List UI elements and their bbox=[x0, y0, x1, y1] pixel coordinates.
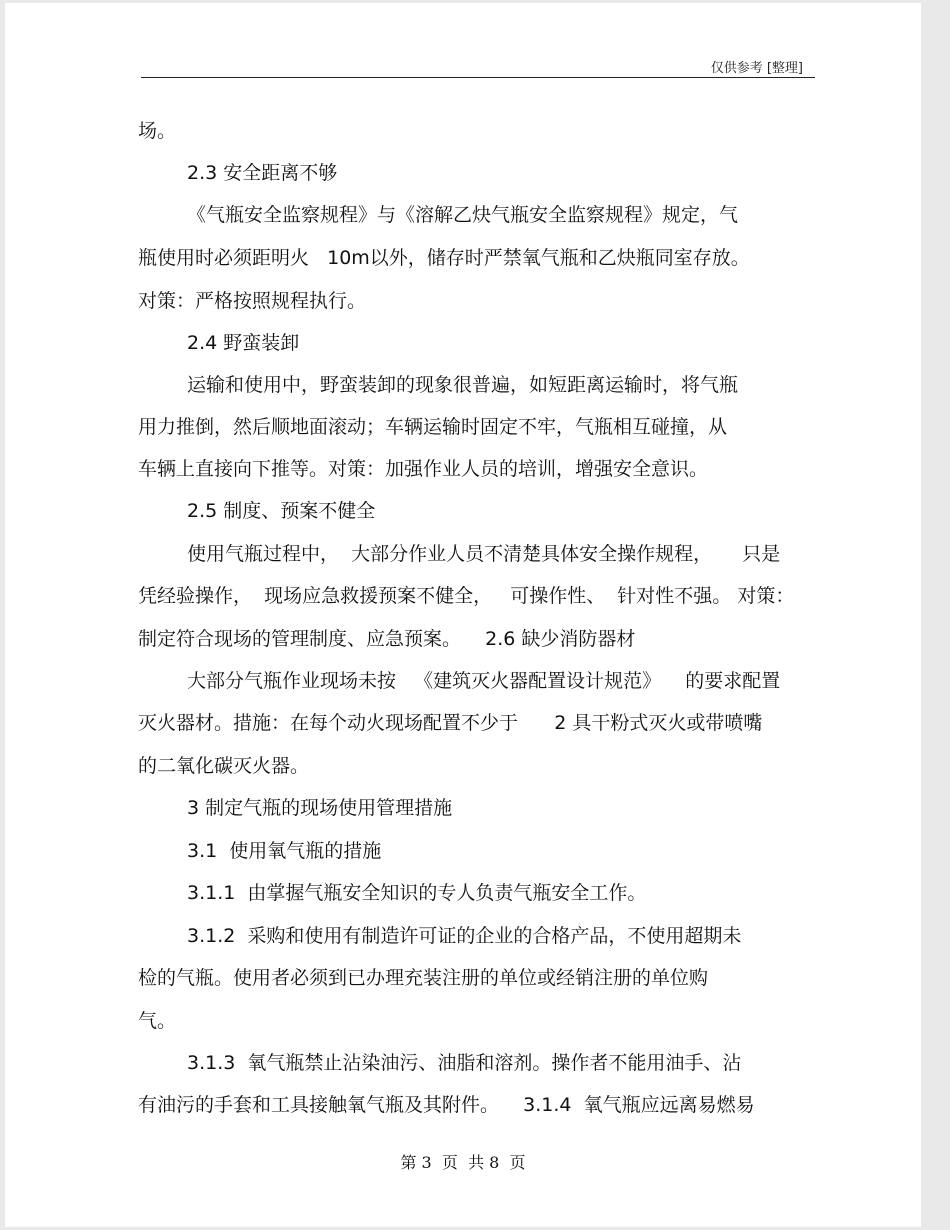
text-line: 的二氧化碳灭火器。 bbox=[138, 755, 310, 777]
section-heading: 2.4 野蛮装卸 bbox=[187, 332, 300, 354]
section-heading: 2.5 制度、预案不健全 bbox=[187, 500, 376, 522]
document-page bbox=[5, 3, 921, 1227]
text-line: 瓶使用时必须距明火 10m以外，储存时严禁氧气瓶和乙炔瓶同室存放。 bbox=[138, 247, 750, 269]
section-heading: 2.3 安全距离不够 bbox=[187, 162, 338, 184]
text-line: 气。 bbox=[138, 1010, 177, 1032]
text-line: 使用气瓶过程中， 大部分作业人员不清楚具体安全操作规程， 只是 bbox=[187, 543, 781, 565]
section-heading: 3.1 使用氧气瓶的措施 bbox=[187, 840, 382, 862]
page-header: 仅供参考 [整理] bbox=[710, 61, 803, 76]
text-line: 有油污的手套和工具接触氧气瓶及其附件。 3.1.4 氧气瓶应远离易燃易 bbox=[138, 1094, 755, 1116]
text-line: 3.1.1 由掌握气瓶安全知识的专人负责气瓶安全工作。 bbox=[187, 882, 647, 904]
header-rule bbox=[141, 77, 815, 78]
text-line: 制定符合现场的管理制度、应急预案。 2.6 缺少消防器材 bbox=[138, 628, 636, 650]
text-line: 检的气瓶。使用者必须到已办理充装注册的单位或经销注册的单位购 bbox=[138, 967, 709, 989]
text-line: 对策：严格按照规程执行。 bbox=[138, 290, 367, 312]
text-line: 3.1.3 氧气瓶禁止沾染油污、油脂和溶剂。操作者不能用油手、沾 bbox=[187, 1052, 742, 1074]
text-line: 凭经验操作， 现场应急救援预案不健全， 可操作性、 针对性不强。 对策： bbox=[138, 585, 795, 607]
text-line: 3.1.2 采购和使用有制造许可证的企业的合格产品，不使用超期未 bbox=[187, 925, 742, 947]
text-line: 灭火器材。措施：在每个动火现场配置不少于 2 具干粉式灭火或带喷嘴 bbox=[138, 712, 763, 734]
text-line: 场。 bbox=[138, 120, 177, 142]
page-footer: 第 3 页 共 8 页 bbox=[400, 1153, 526, 1172]
text-line: 用力推倒，然后顺地面滚动；车辆运输时固定不牢，气瓶相互碰撞，从 bbox=[138, 416, 728, 438]
text-line: 车辆上直接向下推等。对策：加强作业人员的培训，增强安全意识。 bbox=[138, 458, 709, 480]
text-line: 运输和使用中，野蛮装卸的现象很普遍，如短距离运输时，将气瓶 bbox=[187, 374, 739, 396]
text-line: 大部分气瓶作业现场未按 《建筑灭火器配置设计规范》 的要求配置 bbox=[187, 670, 781, 692]
section-heading: 3 制定气瓶的现场使用管理措施 bbox=[187, 797, 453, 819]
text-line: 《气瓶安全监察规程》与《溶解乙炔气瓶安全监察规程》规定，气 bbox=[187, 204, 739, 226]
